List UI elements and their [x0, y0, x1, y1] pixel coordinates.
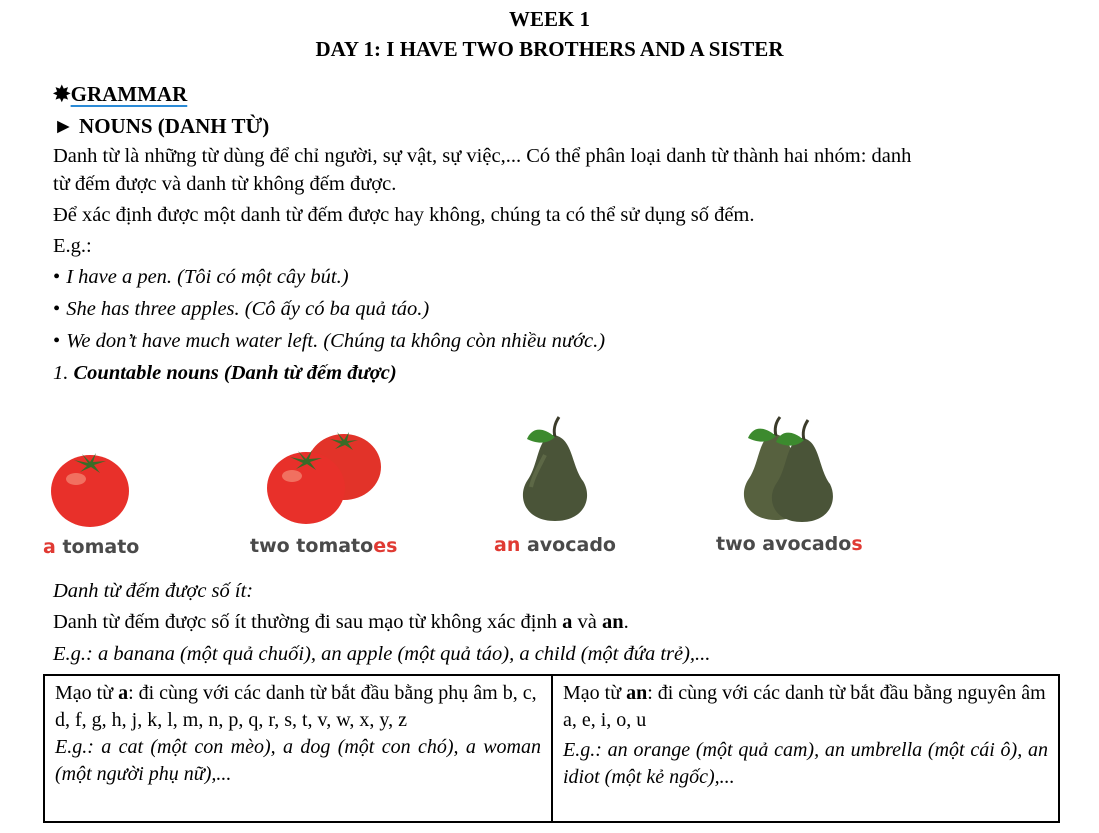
article-rules-table [43, 674, 1060, 823]
bullet-icon: • [53, 298, 61, 320]
grammar-heading [53, 82, 187, 107]
intro-line-2: từ đếm được và danh từ không đếm được. [53, 173, 397, 195]
intro-line-1: Danh từ là những từ dùng để chỉ người, sự vật, sự việc,... Có thể phân loại danh từ thành hai nhóm: danh [53, 145, 912, 167]
singular-heading: Danh từ đếm được số ít: [53, 580, 254, 602]
tomato-picture [44, 448, 136, 530]
example-text: She has three apples. (Cô ấy có ba quả táo.) [66, 298, 430, 320]
bullet-icon: • [53, 266, 61, 288]
nouns-heading [53, 114, 269, 139]
example-item [53, 298, 429, 321]
star-icon: ✸ [53, 82, 71, 106]
example-item [53, 266, 349, 289]
eg-label: E.g.: [53, 235, 92, 257]
caption-a-tomato: a tomato [43, 536, 140, 558]
singular-example: E.g.: a banana (một quả chuối), an apple (một quả táo), a child (một đứa trẻ),... [53, 643, 711, 665]
bullet-icon: • [53, 330, 61, 352]
countable-number: 1. [53, 362, 74, 384]
day-title: DAY 1: I HAVE TWO BROTHERS AND A SISTER [315, 37, 784, 61]
caption-two-avocados: two avocados [716, 533, 863, 555]
two-avocados-picture [738, 416, 840, 524]
countable-title: Countable nouns (Danh từ đếm được) [73, 362, 397, 384]
nouns-heading-text: NOUNS (DANH TỪ) [79, 114, 270, 138]
two-tomatoes-picture [262, 430, 386, 528]
avocado-picture [515, 415, 595, 525]
singular-desc: Danh từ đếm được số ít thường đi sau mạo từ không xác định a và an. [53, 611, 629, 633]
article-a-cell [44, 675, 552, 822]
example-item [53, 330, 605, 353]
article-a-rule: Mạo từ a: đi cùng với các danh từ bắt đầu bằng phụ âm b, c, d, f, g, h, j, k, l, m, n, p, q, r, s, t, v, w, x, y, z [55, 682, 537, 731]
caption-an-avocado: an avocado [494, 534, 616, 556]
caption-two-tomatoes: two tomatoes [250, 535, 398, 557]
grammar-label: GRAMMAR [70, 82, 188, 106]
week-title: WEEK 1 [508, 7, 591, 31]
article-an-example: E.g.: an orange (một quả cam), an umbrella (một cái ô), an idiot (một kẻ ngốc),... [563, 739, 1048, 788]
article-a-example: E.g.: a cat (một con mèo), a dog (một con chó), a woman (một người phụ nữ),... [55, 736, 541, 785]
example-text: We don’t have much water left. (Chúng ta không còn nhiều nước.) [66, 330, 606, 352]
countable-heading [53, 362, 397, 385]
article-an-rule: Mạo từ an: đi cùng với các danh từ bắt đầu bằng nguyên âm a, e, i, o, u [563, 682, 1046, 731]
example-text: I have a pen. (Tôi có một cây bút.) [66, 266, 349, 288]
article-an-cell [552, 675, 1059, 822]
intro-line-3: Để xác định được một danh từ đếm được hay không, chúng ta có thể sử dụng số đếm. [53, 204, 755, 226]
arrow-icon: ► [53, 114, 74, 138]
